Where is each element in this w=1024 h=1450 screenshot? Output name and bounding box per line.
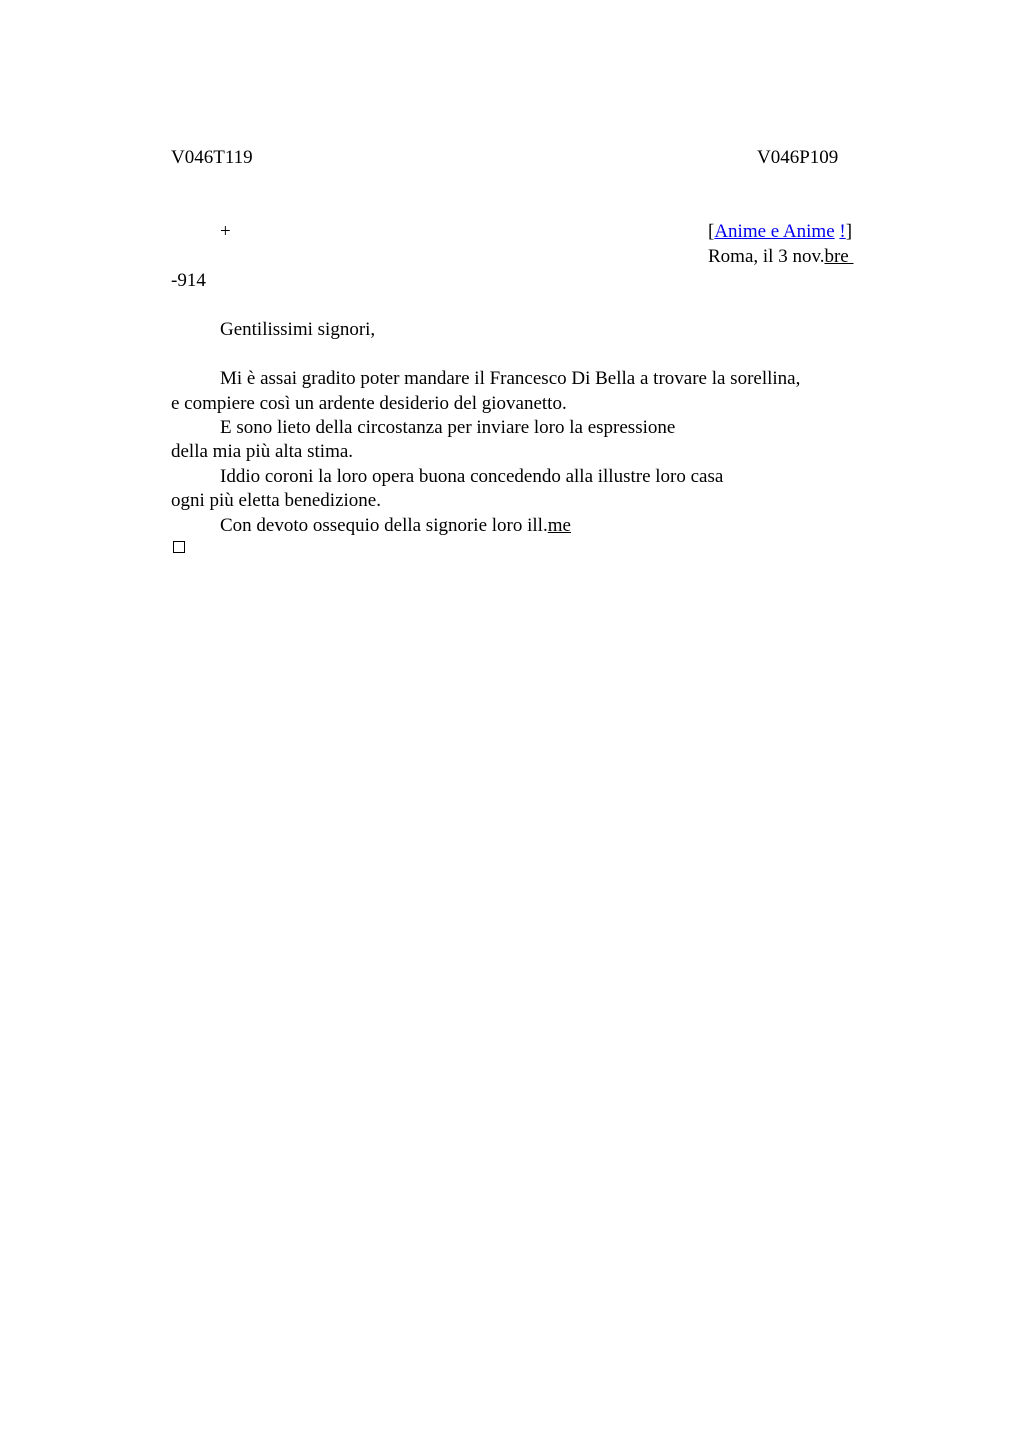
date-month-suffix: bre — [824, 246, 854, 267]
cross-mark: + — [220, 221, 231, 242]
document-code-right: V046P109 — [757, 147, 839, 168]
place-date-text: Roma, il 3 nov. — [708, 246, 825, 267]
place-date — [708, 245, 853, 269]
title-exclaim-link[interactable]: ! — [839, 221, 846, 242]
paragraph-3-line-1: Iddio coroni la loro opera buona concedendo alla illustre loro casa — [220, 466, 724, 487]
paragraph-1-line-1: Mi è assai gradito poter mandare il Francesco Di Bella a trovare la sorellina, — [220, 368, 801, 389]
title-bracket-open: [ — [708, 221, 715, 242]
title-link[interactable]: Anime e Anime — [714, 221, 835, 242]
date-year: -914 — [171, 270, 206, 291]
closing-text: Con devoto ossequio della signorie loro ill. — [220, 515, 548, 536]
paragraph-1-line-2: e compiere così un ardente desiderio del giovanetto. — [171, 393, 567, 414]
title-bracket-close: ] — [845, 221, 853, 242]
closing-line — [220, 514, 571, 538]
paragraph-2-line-2: della mia più alta stima. — [171, 441, 354, 462]
paragraph-3-line-2: ogni più eletta benedizione. — [171, 490, 381, 511]
document-code-left: V046T119 — [171, 147, 253, 168]
closing-suffix: me — [547, 515, 571, 536]
salutation: Gentilissimi signori, — [220, 319, 376, 340]
paragraph-2-line-1: E sono lieto della circostanza per inviare loro la espressione — [220, 417, 676, 438]
checkbox-square-icon — [173, 541, 185, 553]
letter-title — [708, 220, 852, 244]
